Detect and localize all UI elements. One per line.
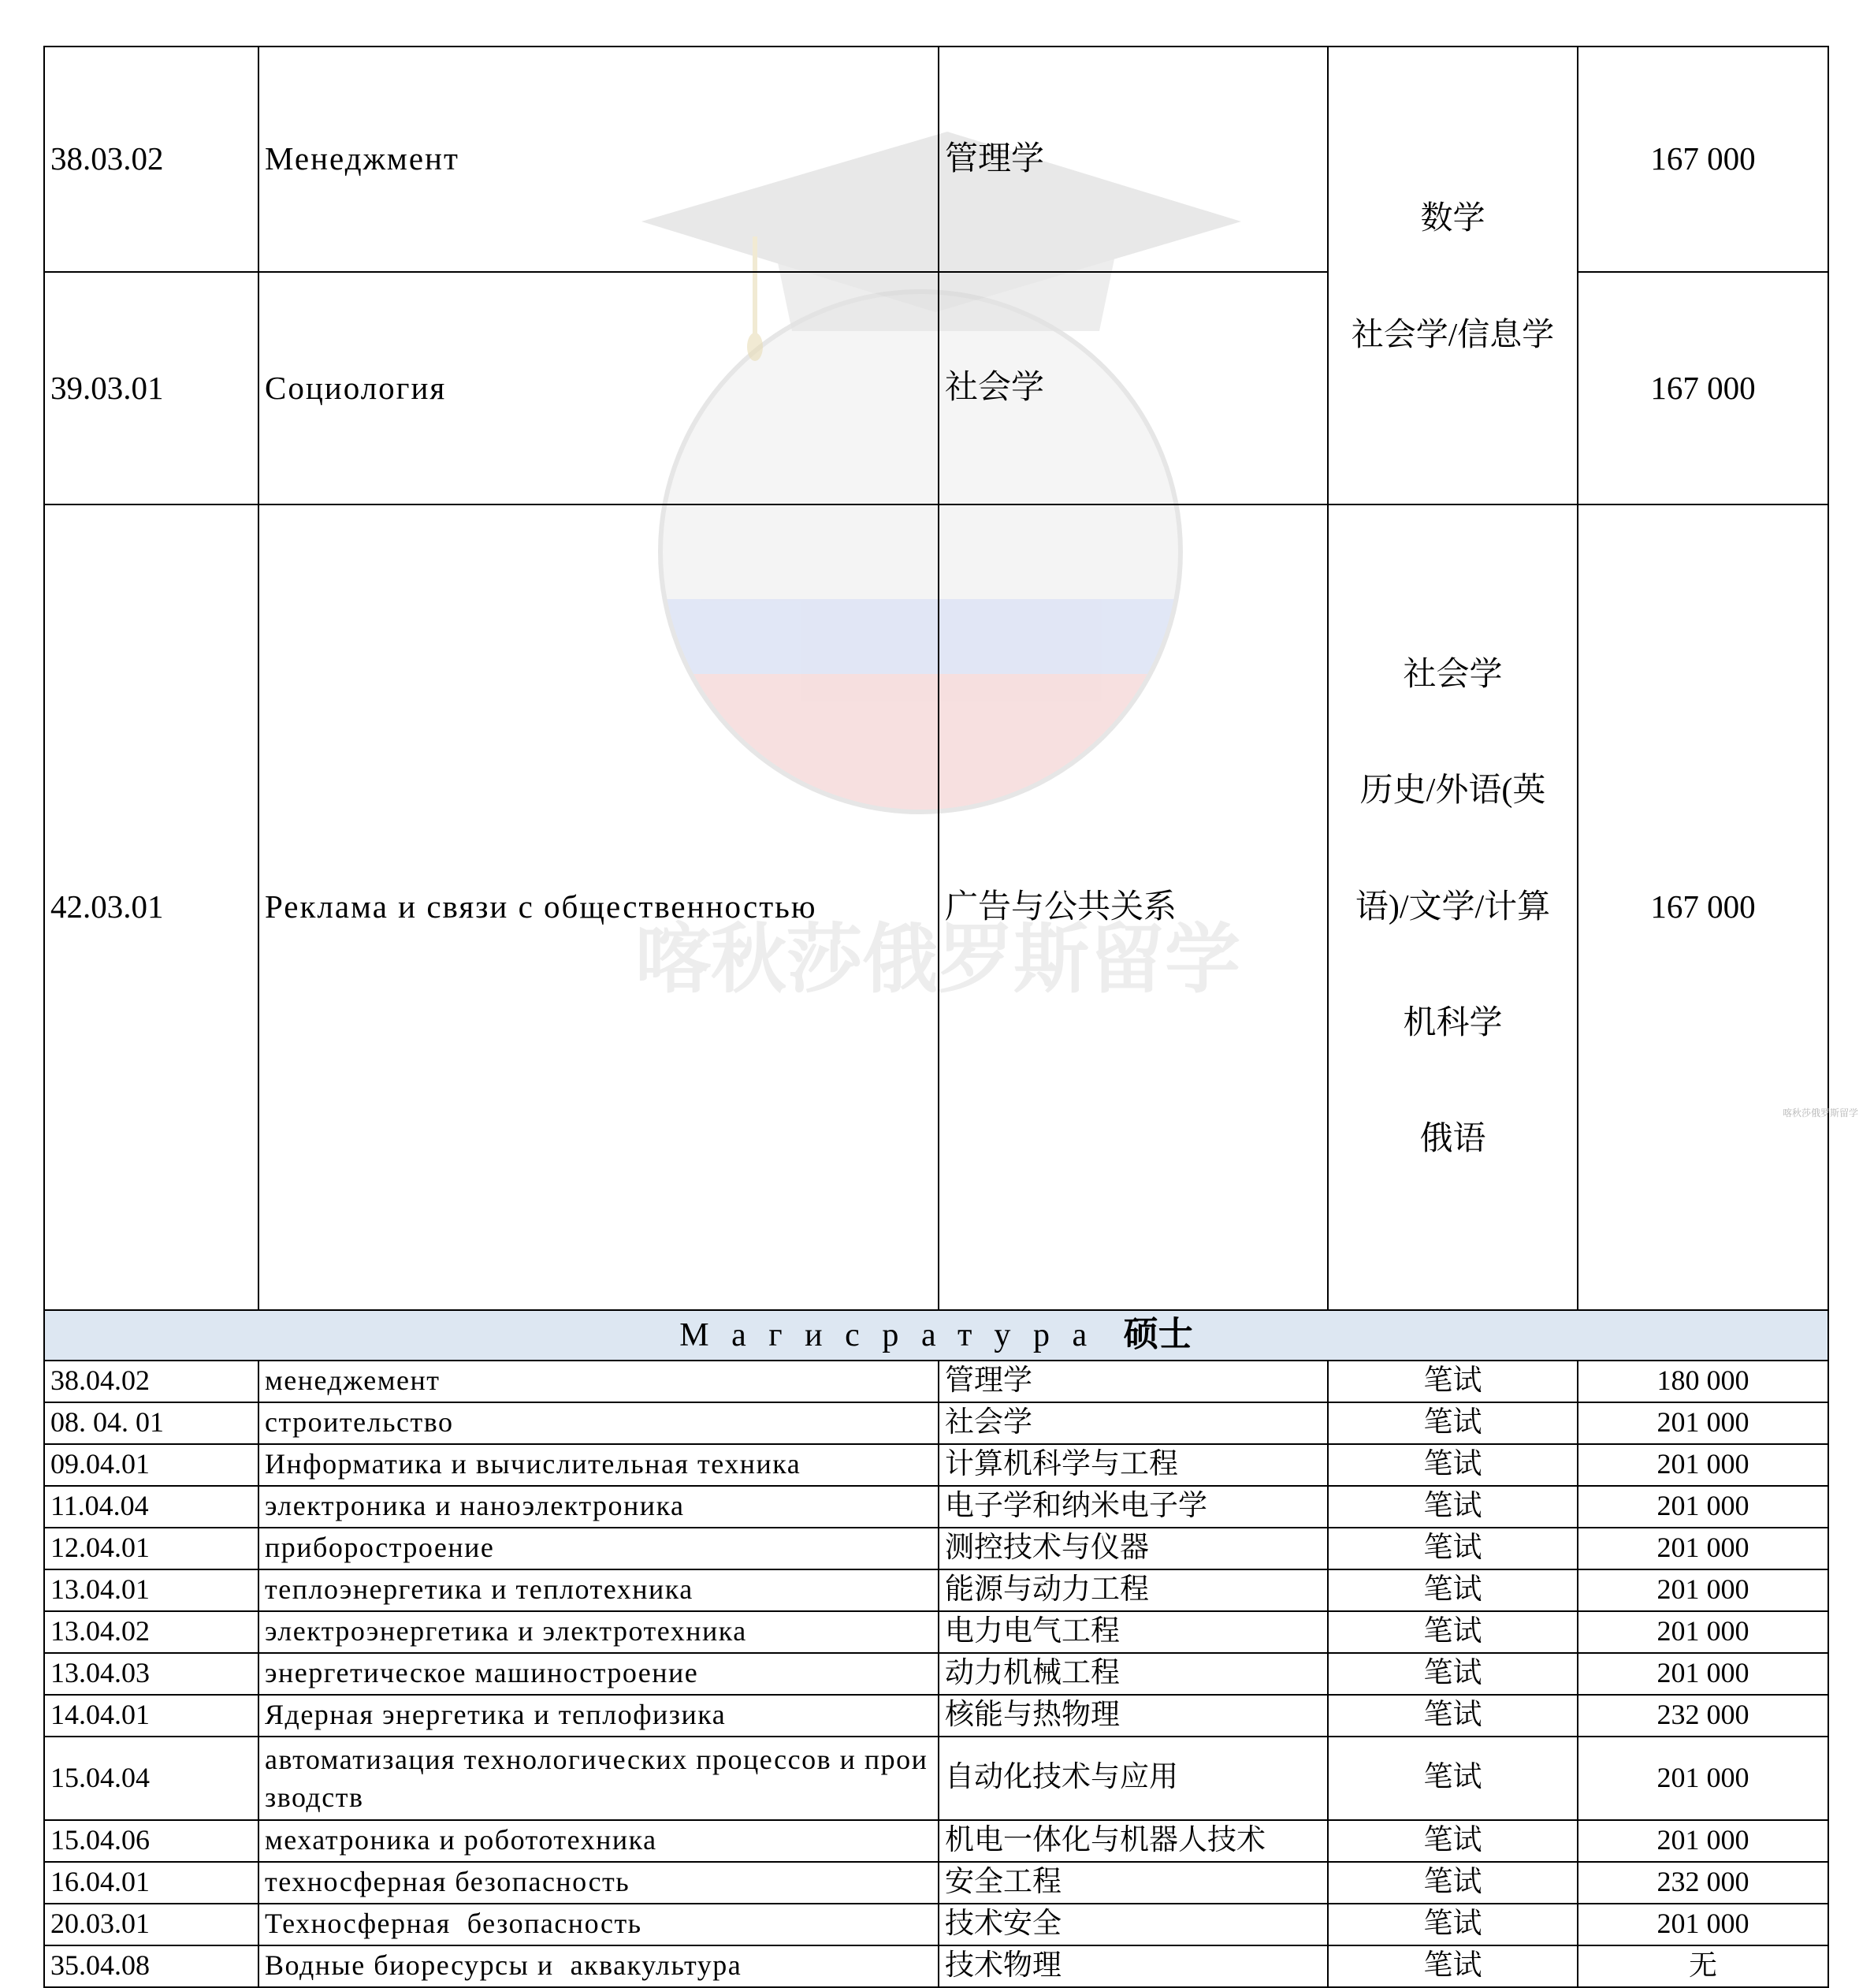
exam-line: 俄语 [1419, 1121, 1486, 1158]
tuition-price: 201 000 [1578, 1444, 1828, 1486]
table-row [44, 1820, 1828, 1862]
program-name-zh: 管理学 [939, 1361, 1328, 1402]
entrance-exams: 笔试 [1328, 1611, 1578, 1653]
tuition-price: 201 000 [1578, 1528, 1828, 1569]
program-code: 11.04.04 [44, 1486, 258, 1528]
entrance-exams [1328, 504, 1578, 1309]
entrance-exams [1328, 47, 1578, 504]
tuition-price: 201 000 [1578, 1653, 1828, 1695]
program-name-ru: мехатроника и робототехника [258, 1820, 939, 1862]
tuition-price: 167 000 [1578, 272, 1828, 505]
section-title-zh: 硕士 [1123, 1315, 1193, 1354]
tuition-price: 232 000 [1578, 1862, 1828, 1904]
program-name-zh: 电子学和纳米电子学 [939, 1486, 1328, 1528]
section-header-master [44, 1310, 1828, 1361]
program-name-line: зводств [265, 1781, 364, 1813]
section-title-ru: Магисратура [679, 1317, 1110, 1354]
table-row [44, 504, 1828, 1309]
program-code: 14.04.01 [44, 1695, 258, 1737]
program-code: 08. 04. 01 [44, 1402, 258, 1444]
program-name-zh: 电力电气工程 [939, 1611, 1328, 1653]
program-name-ru [258, 1737, 939, 1820]
entrance-exams: 笔试 [1328, 1402, 1578, 1444]
program-name-ru: электроника и наноэлектроника [258, 1486, 939, 1528]
entrance-exams: 笔试 [1328, 1945, 1578, 1987]
table-row [44, 1945, 1828, 1987]
tuition-price: 201 000 [1578, 1402, 1828, 1444]
table-row [44, 1862, 1828, 1904]
corner-watermark-text: 喀秋莎俄罗斯留学 [1783, 1108, 1859, 1119]
exam-line: 机科学 [1403, 1004, 1503, 1041]
program-name-ru: Информатика и вычислительная техника [258, 1444, 939, 1486]
tuition-price: 201 000 [1578, 1904, 1828, 1945]
program-code: 39.03.01 [44, 272, 258, 505]
table-row [44, 1737, 1828, 1820]
entrance-exams: 笔试 [1328, 1862, 1578, 1904]
program-name-zh: 广告与公共关系 [939, 504, 1328, 1309]
table-row [44, 1444, 1828, 1486]
exam-line: 数学 [1420, 199, 1485, 236]
watermark-text: 喀秋莎俄罗斯留学 [635, 918, 1240, 1002]
program-code: 38.03.02 [44, 47, 258, 272]
entrance-exams: 笔试 [1328, 1820, 1578, 1862]
tuition-price: 201 000 [1578, 1611, 1828, 1653]
program-name-zh: 动力机械工程 [939, 1653, 1328, 1695]
table-row [44, 1402, 1828, 1444]
program-name-zh: 能源与动力工程 [939, 1569, 1328, 1611]
programs-table [43, 46, 1829, 1988]
program-code: 09.04.01 [44, 1444, 258, 1486]
table-row [44, 1361, 1828, 1402]
program-name-ru: электроэнергетика и электротехника [258, 1611, 939, 1653]
entrance-exams: 笔试 [1328, 1528, 1578, 1569]
exam-line: 社会学/信息学 [1351, 315, 1555, 352]
entrance-exams: 笔试 [1328, 1569, 1578, 1611]
program-name-line: автоматизация технологических процессов и прои [265, 1743, 928, 1775]
program-name-zh: 测控技术与仪器 [939, 1528, 1328, 1569]
program-name-zh: 管理学 [939, 47, 1328, 272]
tuition-price: 232 000 [1578, 1695, 1828, 1737]
program-name-zh: 计算机科学与工程 [939, 1444, 1328, 1486]
table-row [44, 1611, 1828, 1653]
section-row [44, 1310, 1828, 1361]
entrance-exams: 笔试 [1328, 1653, 1578, 1695]
program-name-zh: 社会学 [939, 1402, 1328, 1444]
program-name-ru: Социология [258, 272, 939, 505]
entrance-exams: 笔试 [1328, 1486, 1578, 1528]
exam-line: 历史/外语(英 [1359, 772, 1546, 810]
tuition-price: 201 000 [1578, 1737, 1828, 1820]
program-code: 35.04.08 [44, 1945, 258, 1987]
program-name-ru: приборостроение [258, 1528, 939, 1569]
entrance-exams: 笔试 [1328, 1444, 1578, 1486]
entrance-exams: 笔试 [1328, 1904, 1578, 1945]
tuition-price: 无 [1578, 1945, 1828, 1987]
table-row [44, 1528, 1828, 1569]
entrance-exams: 笔试 [1328, 1737, 1578, 1820]
program-code: 16.04.01 [44, 1862, 258, 1904]
program-code: 38.04.02 [44, 1361, 258, 1402]
program-name-ru: теплоэнергетика и теплотехника [258, 1569, 939, 1611]
program-name-ru: Реклама и связи с общественностью [258, 504, 939, 1309]
program-name-zh: 核能与热物理 [939, 1695, 1328, 1737]
table-row [44, 1486, 1828, 1528]
program-name-ru: техносферная безопасность [258, 1862, 939, 1904]
program-code: 12.04.01 [44, 1528, 258, 1569]
tuition-price: 201 000 [1578, 1820, 1828, 1862]
program-code: 13.04.02 [44, 1611, 258, 1653]
program-code: 15.04.06 [44, 1820, 258, 1862]
table-row [44, 47, 1828, 272]
tuition-price: 201 000 [1578, 1569, 1828, 1611]
table-row [44, 1695, 1828, 1737]
program-code: 20.03.01 [44, 1904, 258, 1945]
tuition-price: 201 000 [1578, 1486, 1828, 1528]
program-name-ru: строительство [258, 1402, 939, 1444]
program-name-ru: менеджемент [258, 1361, 939, 1402]
program-name-zh: 技术物理 [939, 1945, 1328, 1987]
program-name-ru: Водные биоресурсы и аквакультура [258, 1945, 939, 1987]
program-code: 42.03.01 [44, 504, 258, 1309]
program-name-zh: 安全工程 [939, 1862, 1328, 1904]
program-code: 13.04.03 [44, 1653, 258, 1695]
program-code: 15.04.04 [44, 1737, 258, 1820]
entrance-exams: 笔试 [1328, 1695, 1578, 1737]
tuition-price: 167 000 [1578, 47, 1828, 272]
program-name-zh: 自动化技术与应用 [939, 1737, 1328, 1820]
table-row [44, 1569, 1828, 1611]
program-name-ru: Менеджмент [258, 47, 939, 272]
exam-line: 语)/文学/计算 [1355, 888, 1551, 925]
program-name-ru: Ядерная энергетика и теплофизика [258, 1695, 939, 1737]
program-name-zh: 机电一体化与机器人技术 [939, 1820, 1328, 1862]
program-code: 13.04.01 [44, 1569, 258, 1611]
tuition-price: 167 000 [1578, 504, 1828, 1309]
program-name-ru: Техносферная безопасность [258, 1904, 939, 1945]
program-name-ru: энергетическое машиностроение [258, 1653, 939, 1695]
program-name-zh: 社会学 [939, 272, 1328, 505]
exam-line: 社会学 [1403, 656, 1503, 693]
entrance-exams: 笔试 [1328, 1361, 1578, 1402]
table-row [44, 1653, 1828, 1695]
tuition-price: 180 000 [1578, 1361, 1828, 1402]
program-name-zh: 技术安全 [939, 1904, 1328, 1945]
table-row [44, 1904, 1828, 1945]
